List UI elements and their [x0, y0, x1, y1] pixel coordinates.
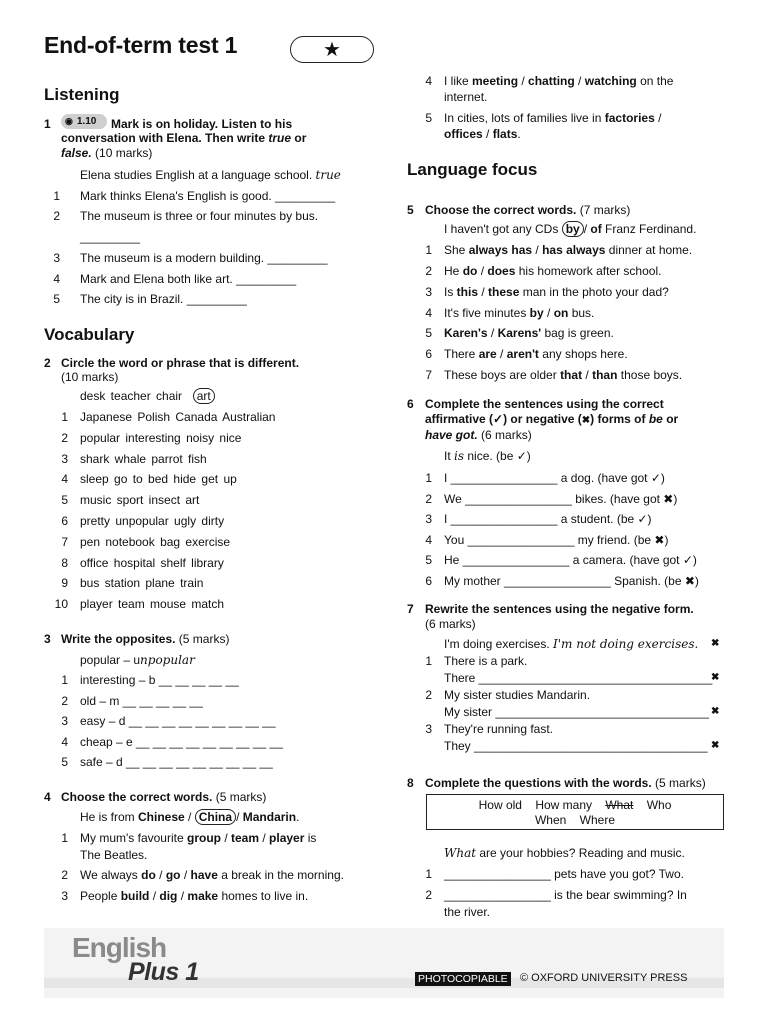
answer-line: My sister ________________________________: [444, 705, 709, 719]
item-text: I ________________ a student. (be ✓): [444, 512, 652, 527]
sentence-part: /: [220, 831, 231, 845]
item-text: shark whale parrot fish: [80, 451, 207, 466]
option-word: factories: [604, 111, 655, 125]
item-text: We ________________ bikes. (have got ✖): [444, 491, 678, 506]
sentence-part: his homework after school.: [515, 264, 662, 278]
choice-sentence: [444, 73, 673, 89]
question-number: 6: [407, 397, 414, 411]
choice-sentence: [444, 89, 487, 105]
item-number: 3: [61, 714, 68, 729]
example-line: I haven't got any CDs by / of Franz Ferdinand.: [444, 222, 697, 236]
choice-sentence: [444, 305, 594, 321]
item-number: 5: [53, 292, 60, 306]
sentence-part: bag is green.: [541, 326, 614, 340]
item-number: 6: [425, 347, 432, 361]
item-number: 5: [425, 326, 432, 340]
item-number: 2: [61, 693, 68, 708]
word-box-line: How old How many What Who: [478, 798, 672, 812]
question-number: 2: [44, 356, 51, 370]
example-line: desk teacher chair art: [80, 388, 215, 404]
item-text: The museum is a modern building. _________: [80, 251, 328, 265]
option-word: on: [553, 306, 569, 320]
sentence-part: internet.: [444, 90, 488, 104]
item-text: bus station plane train: [80, 576, 204, 591]
item-number: 5: [61, 755, 68, 770]
sentence-part: The Beatles.: [80, 848, 148, 862]
sentence-part: There: [444, 347, 479, 361]
instruction-text: Rewrite the sentences using the negative form.: [425, 602, 694, 616]
item-number: 4: [53, 272, 60, 286]
item-text: The museum is three or four minutes by bus.: [80, 209, 319, 223]
example-line: I'm doing exercises. I'm not doing exercises.: [444, 637, 699, 651]
item-text: My sister studies Mandarin.: [444, 688, 591, 702]
item-number: 1: [425, 654, 432, 668]
item-number: 1: [425, 243, 432, 257]
instruction-text: Circle the word or phrase that is different.: [61, 356, 300, 370]
choice-sentence: [80, 867, 344, 883]
item-number: 4: [425, 532, 432, 547]
item-number: 2: [61, 868, 68, 882]
sentence-part: /: [478, 285, 489, 299]
item-number: 2: [425, 888, 432, 902]
option-word: aren't: [506, 347, 539, 361]
option-word: build: [120, 889, 150, 903]
item-text: sleep go to bed hide get up: [80, 472, 237, 487]
item-number: 1: [61, 831, 68, 845]
sentence-part: She: [444, 243, 469, 257]
sentence-part: those boys.: [617, 368, 683, 382]
item-number: 5: [425, 111, 432, 125]
item-number: 2: [61, 430, 68, 445]
example-line: Elena studies English at a language school. true: [80, 168, 341, 182]
option-word: this: [456, 285, 479, 299]
sentence-part: My mum's favourite: [80, 831, 187, 845]
item-number: 2: [425, 264, 432, 278]
option-word: go: [165, 868, 181, 882]
sentence-part: /: [177, 889, 188, 903]
item-number: 1: [425, 867, 432, 881]
item-number: 3: [53, 251, 60, 265]
item-number: 5: [61, 493, 68, 508]
item-number: 7: [425, 368, 432, 382]
item-number: 10: [54, 597, 68, 612]
item-number: 2: [425, 688, 432, 702]
option-word: Karens': [497, 326, 542, 340]
option-word: Karen's: [444, 326, 488, 340]
choice-sentence: [444, 126, 521, 142]
option-word: do: [462, 264, 478, 278]
sentence-part: /: [654, 111, 662, 125]
choice-sentence: [444, 284, 669, 300]
example-line: popular – unpopular: [80, 653, 195, 667]
option-word: that: [560, 368, 583, 382]
choice-sentence: [80, 888, 308, 904]
option-word: by: [529, 306, 544, 320]
item-text: _________: [80, 230, 141, 244]
option-word: offices: [444, 127, 483, 141]
circled-answer: art: [193, 388, 215, 404]
item-text: There is a park.: [444, 654, 528, 668]
cross-icon: ✖: [711, 638, 720, 649]
sentence-part: /: [259, 831, 270, 845]
choice-sentence: [444, 325, 614, 341]
choice-sentence: [80, 847, 147, 863]
option-word: than: [592, 368, 618, 382]
sentence-part: /: [477, 264, 488, 278]
sentence-part: man in the photo your dad?: [519, 285, 669, 299]
marks-text: (6 marks): [425, 617, 476, 631]
item-text: the river.: [444, 905, 491, 919]
item-text: Japanese Polish Canada Australian: [80, 410, 276, 424]
item-text: popular interesting noisy nice: [80, 430, 242, 445]
option-word: flats: [492, 127, 518, 141]
answer-line: There ___________________________________: [444, 671, 713, 685]
word-box: [426, 794, 724, 830]
item-text: The city is in Brazil. _________: [80, 292, 247, 306]
item-number: 3: [61, 451, 68, 466]
option-word: meeting: [472, 74, 519, 88]
section-heading-listening: Listening: [44, 85, 120, 104]
instruction-text: have got. (6 marks): [425, 428, 532, 442]
item-number: 3: [61, 889, 68, 903]
sentence-part: /: [532, 243, 543, 257]
question-number: 5: [407, 203, 414, 217]
cross-icon: ✖: [581, 415, 591, 426]
item-text: music sport insect art: [80, 493, 200, 508]
sentence-part: a break in the morning.: [217, 868, 344, 882]
speaker-icon: ◉: [65, 116, 73, 126]
star-icon: ★: [323, 38, 341, 61]
sentence-part: /: [574, 74, 585, 88]
item-number: 1: [61, 410, 68, 424]
item-text: pretty unpopular ugly dirty: [80, 514, 225, 528]
cross-icon: ✖: [711, 740, 720, 751]
marks-text: (10 marks): [61, 370, 119, 384]
sentence-part: /: [496, 347, 507, 361]
instruction-text: Complete the sentences using the correct: [425, 397, 664, 411]
sentence-part: on the: [636, 74, 674, 88]
instruction-text: affirmative (✓) or negative (✖) forms of be or: [425, 412, 679, 426]
item-number: 4: [425, 306, 432, 320]
sentence-part: .: [517, 127, 521, 141]
item-text: ________________ is the bear swimming? In: [444, 888, 687, 902]
item-text: old – m __ __ __ __ __: [80, 693, 203, 708]
choice-sentence: [80, 830, 316, 846]
page-title: End-of-term test 1: [44, 32, 238, 58]
item-number: 6: [425, 574, 432, 588]
option-word: these: [488, 285, 520, 299]
circled-answer: by: [562, 221, 584, 237]
item-text: I ________________ a dog. (have got ✓): [444, 471, 665, 485]
sentence-part: I like: [444, 74, 473, 88]
instruction-text: Choose the correct words. (5 marks): [61, 790, 267, 804]
question-number: 1: [44, 117, 51, 131]
item-number: 2: [53, 209, 60, 223]
item-text: cheap – e __ __ __ __ __ __ __ __ __: [80, 734, 283, 749]
section-heading-language-focus: Language focus: [407, 160, 538, 179]
sentence-part: /: [482, 127, 493, 141]
sentence-part: He: [444, 264, 463, 278]
question-number: 8: [407, 776, 414, 790]
option-word: group: [186, 831, 221, 845]
tick-icon: ✓: [493, 412, 504, 426]
item-number: 5: [425, 553, 432, 568]
cross-icon: ✖: [711, 706, 720, 717]
instruction-text: conversation with Elena. Then write true or: [61, 131, 307, 145]
item-number: 2: [425, 491, 432, 506]
logo-english: English: [72, 932, 167, 963]
item-number: 7: [61, 534, 68, 549]
option-word: always has: [468, 243, 533, 257]
sentence-part: any shops here.: [538, 347, 628, 361]
sentence-part: /: [582, 368, 593, 382]
item-number: 6: [61, 514, 68, 528]
sentence-part: In cities, lots of families live in: [444, 111, 605, 125]
option-word: make: [187, 889, 219, 903]
item-text: pen notebook bag exercise: [80, 534, 231, 549]
item-text: They're running fast.: [444, 722, 554, 736]
choice-sentence: [444, 263, 661, 279]
item-number: 1: [425, 471, 432, 485]
sentence-part: dinner at home.: [605, 243, 693, 257]
word-box-line: When Where: [534, 813, 616, 827]
item-text: My mother ________________ Spanish. (be ✖): [444, 574, 699, 588]
photocopiable-label: PHOTOCOPIABLE: [415, 972, 511, 986]
question-number: 4: [44, 790, 51, 804]
instruction-text: Choose the correct words. (7 marks): [425, 203, 631, 217]
option-word: do: [141, 868, 156, 882]
section-heading-vocabulary: Vocabulary: [44, 325, 135, 344]
option-word: has always: [542, 243, 606, 257]
option-word: chatting: [528, 74, 575, 88]
sentence-part: /: [180, 868, 191, 882]
circled-answer: China: [195, 809, 236, 825]
instruction-text: Mark is on holiday. Listen to his: [111, 117, 293, 131]
instruction-text: Write the opposites. (5 marks): [61, 632, 230, 646]
sentence-part: Is: [444, 285, 457, 299]
item-number: 8: [61, 555, 68, 570]
sentence-part: homes to live in.: [218, 889, 309, 903]
item-text: safe – d __ __ __ __ __ __ __ __ __: [80, 755, 273, 770]
audio-track-number: 1.10: [76, 116, 97, 127]
instruction-text: false. (10 marks): [61, 146, 153, 160]
item-text: Mark and Elena both like art. _________: [80, 272, 297, 286]
sentence-part: /: [487, 326, 498, 340]
option-word: does: [487, 264, 516, 278]
item-text: interesting – b __ __ __ __ __: [80, 673, 239, 687]
item-number: 1: [53, 189, 60, 203]
sentence-part: We always: [80, 868, 142, 882]
publisher-credit: © OXFORD UNIVERSITY PRESS: [520, 972, 688, 984]
item-text: He ________________ a camera. (have got ✓): [444, 553, 697, 568]
item-text: easy – d __ __ __ __ __ __ __ __ __: [80, 714, 276, 729]
sentence-part: /: [155, 868, 166, 882]
example-line: He is from Chinese / China / Mandarin.: [80, 810, 300, 824]
option-word: have: [190, 868, 218, 882]
sentence-part: It's five minutes: [444, 306, 530, 320]
example-line: What are your hobbies? Reading and music.: [444, 846, 685, 860]
item-text: player team mouse match: [80, 597, 225, 612]
item-text: office hospital shelf library: [80, 555, 224, 570]
struck-word: What: [605, 798, 634, 812]
item-number: 3: [425, 285, 432, 299]
sentence-part: bus.: [568, 306, 595, 320]
item-number: 3: [425, 722, 432, 736]
sentence-part: /: [518, 74, 529, 88]
question-number: 7: [407, 602, 414, 616]
sentence-part: /: [149, 889, 160, 903]
choice-sentence: [444, 110, 661, 126]
sentence-part: These boys are older: [444, 368, 561, 382]
item-text: Mark thinks Elena's English is good. _________: [80, 189, 336, 203]
item-number: 4: [425, 74, 432, 88]
choice-sentence: [444, 346, 628, 362]
example-line: It is nice. (be ✓): [444, 449, 531, 463]
item-text: You ________________ my friend. (be ✖): [444, 532, 669, 547]
sentence-part: People: [80, 889, 121, 903]
option-word: are: [478, 347, 497, 361]
difficulty-star-badge: [290, 36, 374, 63]
item-number: 9: [61, 576, 68, 591]
option-word: watching: [584, 74, 637, 88]
cross-icon: ✖: [711, 672, 720, 683]
item-number: 4: [61, 734, 68, 749]
item-number: 3: [425, 512, 432, 527]
instruction-text: Complete the questions with the words. (5 marks): [425, 776, 706, 790]
choice-sentence: [444, 242, 692, 258]
choice-sentence: [444, 367, 682, 383]
item-number: 1: [61, 673, 68, 687]
question-number: 3: [44, 632, 51, 646]
item-text: ________________ pets have you got? Two.: [444, 867, 684, 881]
audio-track-badge: [61, 114, 107, 129]
sentence-part: /: [543, 306, 554, 320]
item-number: 4: [61, 472, 68, 487]
logo-plus: Plus 1: [128, 958, 199, 986]
answer-line: They ___________________________________: [444, 739, 708, 753]
option-word: dig: [159, 889, 178, 903]
sentence-part: is: [304, 831, 317, 845]
option-word: player: [269, 831, 305, 845]
option-word: team: [231, 831, 260, 845]
